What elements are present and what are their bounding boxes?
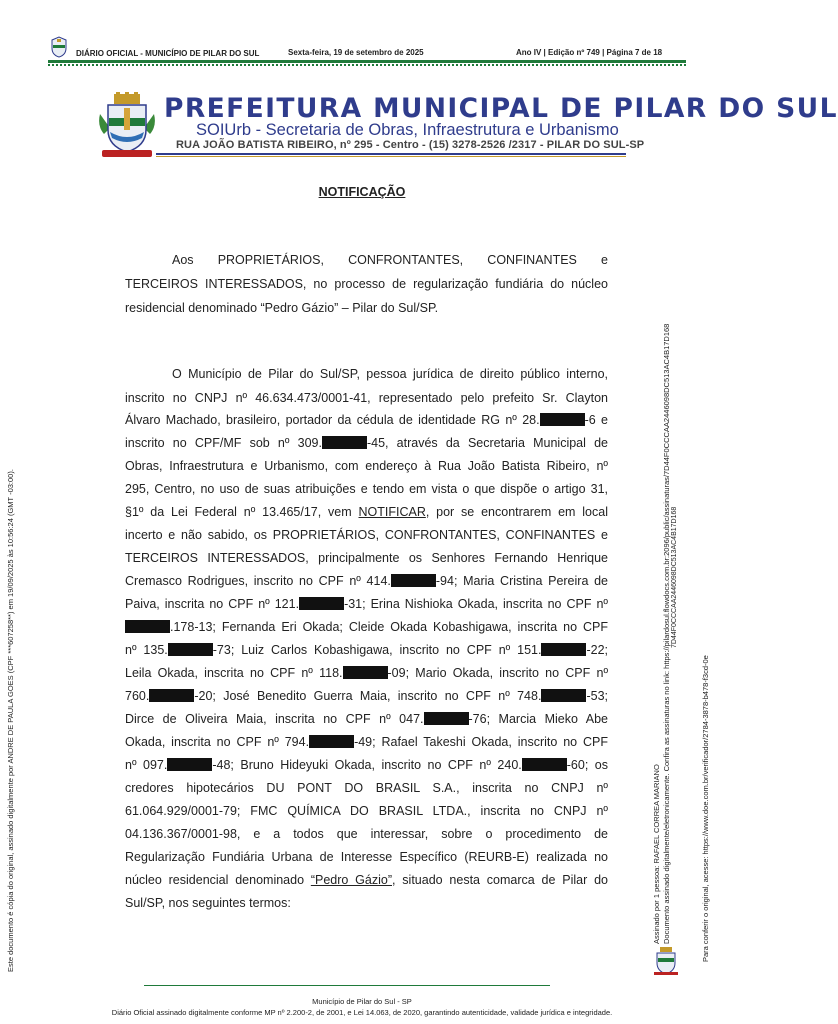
signature-seal-icon — [652, 946, 680, 976]
redacted-block — [149, 689, 194, 702]
paragraph-line: Álvaro Machado, brasileiro, portador da cédula de identidade RG nº 28. -6 e — [125, 413, 608, 427]
paragraph-line: 04.136.367/0001-98, e a todos que interessar, sobre o procedimento de — [125, 827, 608, 841]
paragraph-line: Regularização Fundiária Urbana de Interesse Específico (REURB-E) realizada no — [125, 850, 608, 864]
paragraph-line: nº 135. -73; Luiz Carlos Kobashigawa, inscrito no CPF nº 151. -22; — [125, 643, 608, 657]
redacted-block — [391, 574, 436, 587]
redacted-block — [541, 643, 586, 656]
right-margin-verification-link[interactable]: Para conferir o original, acesse: https://www.doe.com.br/verificador/2784-3878-b478-f3cd-0e — [701, 655, 710, 962]
nucleus-name-emphasis: “Pedro Gázio” — [310, 873, 392, 887]
department-address: RUA JOÃO BATISTA RIBEIRO, nº 295 - Centro - (15) 3278-2526 /2317 - PILAR DO SUL-SP — [176, 139, 645, 151]
paragraph-line: Cremasco Rodrigues, inscrito no CPF nº 414. -94; Maria Cristina Pereira de — [125, 574, 608, 588]
redacted-block — [541, 689, 586, 702]
paragraph-line: TERCEIROS INTERESSADOS, no processo de regularização fundiária do núcleo — [125, 277, 608, 291]
paragraph-line: nº 097. -48; Bruno Hideyuki Okada, inscrito no CPF nº 240. -60; os — [125, 758, 608, 772]
header-rule — [48, 60, 686, 63]
department-name: SOIUrb - Secretaria de Obras, Infraestrutura e Urbanismo — [196, 121, 619, 139]
paragraph-line: 61.064.929/0001-79; FMC QUÍMICA DO BRASIL LTDA., inscrita no CNPJ nº — [125, 804, 608, 818]
city-coat-of-arms-icon — [96, 92, 158, 158]
paragraph-line: 760. -20; José Benedito Guerra Maia, inscrito no CPF nº 748. -53; — [125, 689, 608, 703]
paragraph-line: O Município de Pilar do Sul/SP, pessoa jurídica de direito público interno, — [172, 367, 608, 381]
right-margin-verification-code: 7D44F0CCCAA2446098DC513AC4B17D168 — [671, 506, 678, 648]
right-margin-signature-link[interactable]: Documento assinado digitalmente/eletronicamente. Confira as assinaturas no link: https://pilardosul.flowdocs.com.br:2096/public/assinaturas/7D44F0CCCAA2446098DC513AC4B17D168 — [662, 323, 671, 944]
footer-legal-note: Diário Oficial assinado digitalmente conforme MP nº 2.200-2, de 2001, e Lei 14.063, de 2020, garantindo autenticidade, validade jurídica e integridade. — [111, 1008, 613, 1017]
paragraph-line: TERCEIROS INTERESSADOS, principalmente os Senhores Fernando Henrique — [125, 551, 608, 565]
redacted-block — [322, 436, 367, 449]
paragraph-line: inscrito no CPF/MF sob nº 309. -45, através da Secretaria Municipal de — [125, 436, 608, 450]
paragraph-line: Paiva, inscrita no CPF nº 121. -31; Erina Nishioka Okada, inscrita no CPF nº — [125, 597, 608, 611]
paragraph-line: Dirce de Oliveira Maia, inscrita no CPF nº 047. -76; Marcia Mieko Abe — [125, 712, 608, 726]
redacted-block — [540, 413, 585, 426]
redacted-block — [167, 758, 212, 771]
gazette-name: DIÁRIO OFICIAL - MUNICÍPIO DE PILAR DO SUL — [76, 49, 260, 58]
municipal-crest-icon — [49, 36, 69, 58]
paragraph-line: Sul/SP, nos seguintes termos: — [125, 896, 291, 910]
notificar-emphasis: NOTIFICAR — [358, 505, 426, 519]
gazette-date: Sexta-feira, 19 de setembro de 2025 — [288, 48, 424, 57]
paragraph-line: credores hipotecários DU PONT DO BRASIL S.A., inscrita no CNPJ nº — [125, 781, 608, 795]
redacted-block — [299, 597, 344, 610]
footer-municipality: Município de Pilar do Sul - SP — [312, 997, 412, 1006]
edition-page-info: Ano IV | Edição nº 749 | Página 7 de 18 — [516, 48, 663, 57]
municipality-title: PREFEITURA MUNICIPAL DE PILAR DO SUL — [164, 93, 838, 124]
redacted-block — [343, 666, 388, 679]
redacted-block — [125, 620, 170, 633]
redacted-block — [424, 712, 469, 725]
redacted-block — [168, 643, 213, 656]
letterhead-rule — [156, 153, 626, 155]
paragraph-line: §1º da Lei Federal nº 13.465/17, vem NOTIFICAR, por se encontrarem em local — [125, 505, 608, 519]
paragraph-line: incerto e não sabido, os PROPRIETÁRIOS, CONFRONTANTES, CONFINANTES e — [125, 528, 608, 542]
paragraph-line: Okada, inscrita no CPF nº 794. -49; Rafael Takeshi Okada, inscrito no CPF — [125, 735, 608, 749]
paragraph-line: Leila Okada, inscrita no CPF nº 118. -09; Mario Okada, inscrito no CPF nº — [125, 666, 609, 680]
footer-rule — [144, 985, 550, 986]
paragraph-line: núcleo residencial denominado “Pedro Gázio”, situado nesta comarca de Pilar do — [125, 873, 608, 887]
paragraph-line: residencial denominado “Pedro Gázio” – Pilar do Sul/SP. — [125, 301, 439, 315]
paragraph-line: .178-13; Fernanda Eri Okada; Cleide Okada Kobashigawa, inscrita no CPF — [125, 619, 608, 635]
paragraph-line: Obras, Infraestrutura e Urbanismo, com endereço à Rua João Batista Ribeiro, nº — [125, 459, 608, 473]
paragraph-line: Aos PROPRIETÁRIOS, CONFRONTANTES, CONFINANTES e — [172, 253, 608, 267]
redacted-block — [309, 735, 354, 748]
letterhead-accent-rule — [156, 156, 626, 157]
header-dotted-rule — [48, 64, 686, 66]
redacted-block — [522, 758, 567, 771]
document-title: NOTIFICAÇÃO — [318, 185, 406, 199]
paragraph-line: inscrito no CNPJ nº 46.634.473/0001-41, representado pelo prefeito Sr. Clayton — [125, 391, 608, 405]
paragraph-line: 295, Centro, no uso de suas atribuições e tendo em vista o que dispõe o artigo 31, — [125, 482, 608, 496]
left-margin-signature-note: Este documento é cópia do original, assinado digitalmente por ANDRE DE PAULA GOES (CPF ***607258**) em 19/09/2025 às 10:56:24 (GMT -03:00). — [6, 469, 15, 972]
right-margin-signer: Assinado por 1 pessoa: RAFAEL CORREA MARIANO — [652, 764, 661, 944]
